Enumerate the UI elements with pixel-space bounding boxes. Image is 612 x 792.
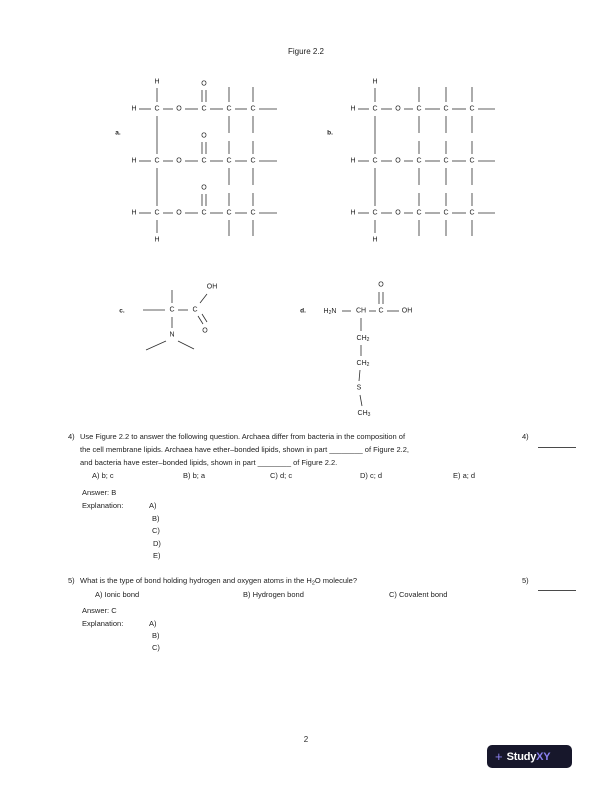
atom-label: S (356, 384, 362, 392)
q4-explanation-a: A) (149, 501, 157, 510)
atom-label: C (226, 209, 232, 217)
atom-label: C (154, 105, 160, 113)
atom-label: O (395, 157, 401, 165)
q5-answer-row (82, 606, 117, 615)
q4-answer-blank (538, 447, 576, 448)
atom-label: C (372, 105, 378, 113)
bond-line (359, 370, 360, 381)
atom-label: H (372, 78, 378, 86)
atom-label: $H_2N$ (323, 307, 337, 316)
atom-label: H (131, 157, 137, 165)
q5-number: 5) (68, 576, 75, 585)
atom-label: C (201, 209, 207, 217)
atom-label: C (416, 157, 422, 165)
atom-label: C (443, 105, 449, 113)
q5-text-pre: What is the type of bond holding hydrogen and oxygen atoms in the H (80, 576, 312, 585)
atom-label: C (416, 105, 422, 113)
q5-explanation-b: B) (152, 631, 160, 640)
atom-label: H (350, 157, 356, 165)
q4-explanation-b: B) (152, 514, 160, 523)
atom-label: H (350, 105, 356, 113)
atom-label: H (350, 209, 356, 217)
q5-explanation-label: Explanation: (82, 619, 124, 628)
bond-line (360, 395, 362, 406)
q4-explanation-d: D) (153, 539, 161, 548)
atom-label: O (201, 184, 207, 192)
atom-label: H (131, 105, 137, 113)
q5-option-b: B) Hydrogen bond (243, 590, 304, 599)
q4-answer-row (82, 488, 116, 497)
q4-option-c: C) d; c (270, 471, 293, 480)
q4-right-number: 4) (522, 432, 529, 441)
atom-label: C (378, 307, 384, 315)
figure-title: Figure 2.2 (287, 47, 325, 56)
q5-text-subscript: 2 (311, 580, 315, 587)
atom-label: C (169, 306, 175, 314)
atom-label: H (154, 236, 160, 244)
structure-label-b: b. (327, 129, 333, 137)
logo-text-xy: XY (536, 750, 551, 763)
q5-option-c: C) Covalent bond (389, 590, 448, 599)
q5-text-post: O molecule? (314, 576, 357, 585)
atom-label: O (176, 105, 182, 113)
atom-label: H (131, 209, 137, 217)
atom-label: O (176, 157, 182, 165)
bond-line (198, 316, 203, 324)
atom-label: O (202, 327, 208, 335)
atom-label: C (250, 209, 256, 217)
q4-text-line3: and bacteria have ester–bonded lipids, shown in part ________ of Figure 2.2. (80, 458, 338, 467)
bond-line (146, 341, 166, 350)
atom-label: C (201, 105, 207, 113)
q4-option-e: E) a; d (453, 471, 476, 480)
atom-label: O (176, 209, 182, 217)
logo-text-study: Study (506, 750, 537, 763)
atom-label: O (395, 209, 401, 217)
atom-label: C (469, 105, 475, 113)
plus-icon: + (495, 749, 503, 764)
q4-text-line1: Use Figure 2.2 to answer the following question. Archaea differ from bacteria in the composition of (80, 432, 406, 441)
q4-answer-label: Answer: (82, 488, 110, 497)
atom-label: $CH_2$ (356, 359, 370, 368)
q4-explanation-e: E) (153, 551, 161, 560)
atom-label: OH (206, 283, 218, 291)
atom-label: H (154, 78, 160, 86)
q4-number: 4) (68, 432, 75, 441)
q4-answer-value: B (111, 488, 117, 497)
structure-label-d: d. (300, 307, 306, 315)
q4-option-a: A) b; c (92, 471, 114, 480)
atom-label: C (469, 157, 475, 165)
q5-right-number: 5) (522, 576, 529, 585)
atom-label: C (250, 157, 256, 165)
page-number: 2 (303, 735, 309, 744)
atom-label: N (169, 331, 175, 339)
q5-explanation-a: A) (149, 619, 157, 628)
studyxy-logo (487, 745, 572, 768)
atom-label: C (443, 209, 449, 217)
atom-label: O (201, 80, 207, 88)
atom-label: CH (355, 307, 367, 315)
q5-answer-label: Answer: (82, 606, 110, 615)
structure-label-a: a. (115, 129, 121, 137)
bond-line (200, 294, 207, 303)
atom-label: C (469, 209, 475, 217)
q4-explanation-label: Explanation: (82, 501, 124, 510)
atom-label: OH (401, 307, 413, 315)
atom-label: C (154, 209, 160, 217)
q5-option-a: A) Ionic bond (95, 590, 140, 599)
atom-label: $CH_2$ (356, 334, 370, 343)
q5-explanation-c: C) (152, 643, 160, 652)
atom-label: C (416, 209, 422, 217)
atom-label: H (372, 236, 378, 244)
atom-label: C (226, 105, 232, 113)
q5-answer-blank (538, 590, 576, 591)
structure-label-c: c. (119, 307, 125, 315)
bond-line (202, 314, 207, 322)
atom-label: O (201, 132, 207, 140)
atom-label: O (378, 281, 384, 289)
atom-label: C (192, 306, 198, 314)
atom-label: C (372, 209, 378, 217)
atom-label: C (372, 157, 378, 165)
q5-answer-value: C (111, 606, 117, 615)
atom-label: C (226, 157, 232, 165)
q4-option-d: D) c; d (360, 471, 383, 480)
atom-label: C (154, 157, 160, 165)
atom-label: C (250, 105, 256, 113)
bond-line (178, 341, 194, 349)
q4-option-b: B) b; a (183, 471, 206, 480)
q5-text (80, 576, 357, 587)
atom-label: C (201, 157, 207, 165)
atom-label: $CH_3$ (357, 409, 371, 418)
atom-label: O (395, 105, 401, 113)
q4-explanation-c: C) (152, 526, 160, 535)
q4-text-line2: the cell membrane lipids. Archaea have ether–bonded lipids, shown in part ________ of Figure 2.2, (80, 445, 409, 454)
atom-label: C (443, 157, 449, 165)
